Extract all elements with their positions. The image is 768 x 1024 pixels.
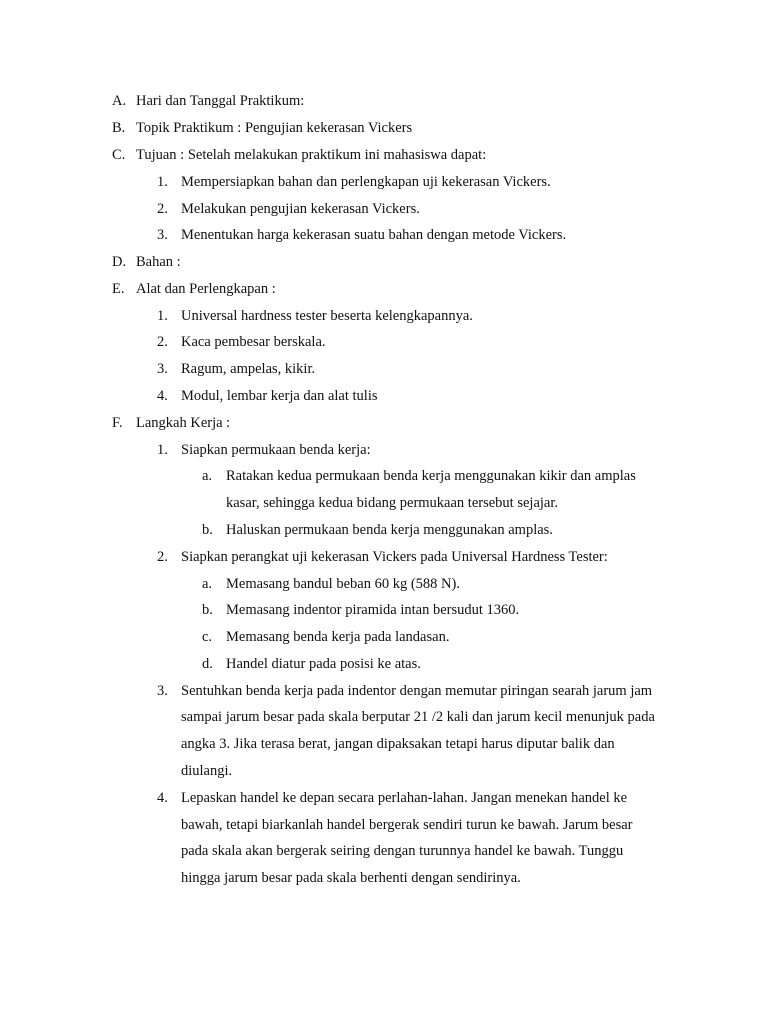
- substep-letter: d.: [202, 656, 213, 672]
- section-label-b: B.: [112, 120, 126, 136]
- substep-text: Haluskan permukaan benda kerja menggunakan amplas.: [226, 522, 553, 538]
- step-number: 2.: [157, 549, 168, 565]
- list-number: 1.: [157, 308, 168, 324]
- list-number: 2.: [157, 334, 168, 350]
- list-number: 3.: [157, 361, 168, 377]
- section-b-text: Topik Praktikum : Pengujian kekerasan Vickers: [136, 120, 413, 136]
- list-item: Menentukan harga kekerasan suatu bahan dengan metode Vickers.: [181, 227, 567, 243]
- step-text: diulangi.: [181, 763, 233, 779]
- section-e-text: Alat dan Perlengkapan :: [136, 281, 276, 297]
- step-text: Siapkan permukaan benda kerja:: [181, 442, 371, 458]
- step-text: Sentuhkan benda kerja pada indentor dengan memutar piringan searah jarum jam: [181, 683, 653, 699]
- step-number: 1.: [157, 442, 168, 458]
- step-text: bawah, tetapi biarkanlah handel bergerak sendiri turun ke bawah. Jarum besar: [181, 817, 633, 833]
- section-label-d: D.: [112, 254, 127, 270]
- list-item: Melakukan pengujian kekerasan Vickers.: [181, 201, 420, 217]
- substep-text: Handel diatur pada posisi ke atas.: [226, 656, 421, 672]
- section-f-text: Langkah Kerja :: [136, 415, 231, 431]
- substep-text: Memasang bandul beban 60 kg (588 N).: [226, 576, 460, 592]
- list-number: 1.: [157, 174, 168, 190]
- substep-text: kasar, sehingga kedua bidang permukaan tersebut sejajar.: [226, 495, 558, 511]
- step-text: hingga jarum besar pada skala berhenti dengan sendirinya.: [181, 870, 521, 886]
- step-text: sampai jarum besar pada skala berputar 21 /2 kali dan jarum kecil menunjuk pada: [181, 709, 655, 725]
- substep-text: Memasang indentor piramida intan bersudut 1360.: [226, 602, 520, 618]
- substep-letter: a.: [202, 468, 213, 484]
- substep-text: Memasang benda kerja pada landasan.: [226, 629, 450, 645]
- step-number: 4.: [157, 790, 168, 806]
- list-number: 4.: [157, 388, 168, 404]
- substep-letter: c.: [202, 629, 213, 645]
- step-text: Lepaskan handel ke depan secara perlahan-lahan. Jangan menekan handel ke: [181, 790, 628, 806]
- section-c-text: Tujuan : Setelah melakukan praktikum ini mahasiswa dapat:: [136, 147, 487, 163]
- list-item: Kaca pembesar berskala.: [181, 334, 326, 350]
- section-label-a: A.: [112, 93, 127, 109]
- step-text: pada skala akan bergerak seiring dengan turunnya handel ke bawah. Tunggu: [181, 843, 624, 859]
- list-item: Universal hardness tester beserta kelengkapannya.: [181, 308, 473, 324]
- list-item: Modul, lembar kerja dan alat tulis: [181, 388, 378, 404]
- step-number: 3.: [157, 683, 168, 699]
- section-label-c: C.: [112, 147, 126, 163]
- step-text: Siapkan perangkat uji kekerasan Vickers pada Universal Hardness Tester:: [181, 549, 608, 565]
- section-label-e: E.: [112, 281, 125, 297]
- list-number: 3.: [157, 227, 168, 243]
- list-number: 2.: [157, 201, 168, 217]
- substep-letter: b.: [202, 522, 213, 538]
- substep-letter: a.: [202, 576, 213, 592]
- section-d-text: Bahan :: [136, 254, 181, 270]
- list-item: Mempersiapkan bahan dan perlengkapan uji kekerasan Vickers.: [181, 174, 551, 190]
- substep-letter: b.: [202, 602, 213, 618]
- section-label-f: F.: [112, 415, 123, 431]
- step-text: angka 3. Jika terasa berat, jangan dipaksakan tetapi harus diputar balik dan: [181, 736, 615, 752]
- list-item: Ragum, ampelas, kikir.: [181, 361, 316, 377]
- substep-text: Ratakan kedua permukaan benda kerja menggunakan kikir dan amplas: [226, 468, 636, 484]
- section-a-text: Hari dan Tanggal Praktikum:: [136, 93, 305, 109]
